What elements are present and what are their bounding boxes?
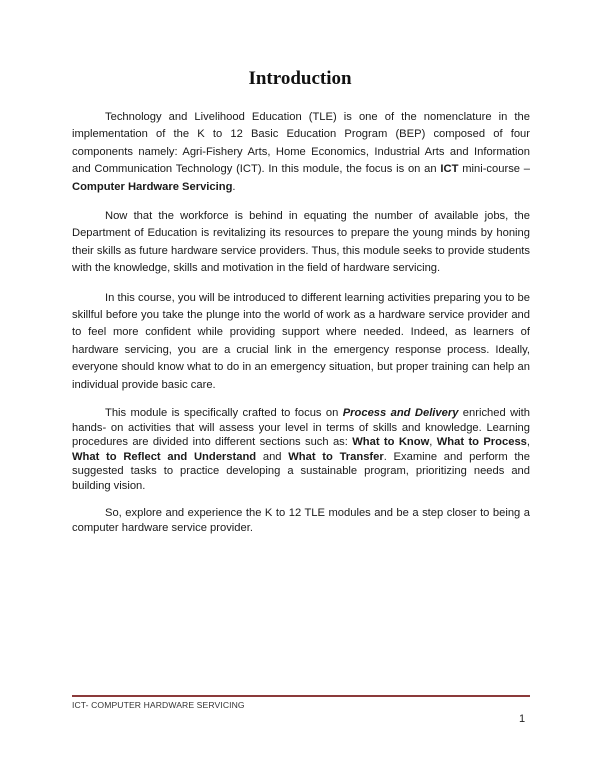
paragraph-4-bold-italic-process: Process and Delivery: [342, 407, 459, 420]
footer-label: ICT- COMPUTER HARDWARE SERVICING: [72, 700, 245, 710]
paragraph-4-text-6: . Examine and perform the suggested tasks to practice developing a sustainable program, prioritizing needs and building vision.: [72, 450, 530, 493]
paragraph-5: So, explore and experience the K to 12 TLE modules and be a step closer to being a computer hardware service provider.: [72, 506, 530, 534]
paragraph-4-bold-what-to-process: What to Process: [436, 436, 527, 449]
paragraph-4-text-4: ,: [526, 436, 530, 449]
paragraph-1-text-2: mini-course –: [458, 163, 530, 176]
paragraph-4-text-3: ,: [429, 436, 437, 449]
page-number: 1: [519, 713, 526, 725]
paragraph-2: Now that the workforce is behind in equating the number of available jobs, the Department of Education is revitalizing its resources to prepare the young minds by honing their skills as future hardware service providers. Thus, this module seeks to provide students with the knowledge, skills and motivation in the field of hardware servicing.: [72, 210, 530, 275]
paragraph-1-text-3: .: [232, 180, 236, 193]
paragraph-1-bold-course: Computer Hardware Servicing: [72, 180, 233, 193]
paragraph-4-bold-what-to-know: What to Know: [352, 436, 430, 449]
document-body: [72, 109, 530, 548]
paragraph-1-text-1: Technology and Livelihood Education (TLE) is one of the nomenclature in the implementation of the K to 12 Basic Education Program (BEP) composed of four components namely: Agri-Fishery Arts, Home Economics, Industrial Arts and Information and Communication Technology (ICT). In this module, the focus is on an: [72, 111, 530, 176]
paragraph-4-text-5: and: [256, 450, 289, 463]
paragraph-4-bold-what-to-transfer: What to Transfer: [288, 450, 384, 463]
paragraph-1: [72, 109, 530, 196]
paragraph-4-bold-what-to-reflect: What to Reflect and Understand: [72, 450, 257, 463]
page-title: Introduction: [248, 68, 352, 89]
paragraph-1-bold-ict: ICT: [440, 163, 459, 176]
footer-rule: [72, 695, 530, 697]
paragraph-4: [72, 406, 530, 494]
paragraph-3: In this course, you will be introduced to different learning activities preparing you to be skillful before you take the plunge into the world of work as a hardware service provider and to feel more confident while providing support where needed. Indeed, as learners of hardware servicing, you are a crucial link in the emergency response process. Ideally, everyone should know what to do in an emergency situation, but proper training can help an individual provide basic care.: [72, 291, 530, 391]
paragraph-4-text-1: This module is specifically crafted to focus on: [105, 407, 343, 420]
paragraph-4-text-2: enriched with hands- on activities that will assess your level in terms of skills and knowledge. Learning procedures are divided into different sections such as:: [72, 407, 530, 449]
